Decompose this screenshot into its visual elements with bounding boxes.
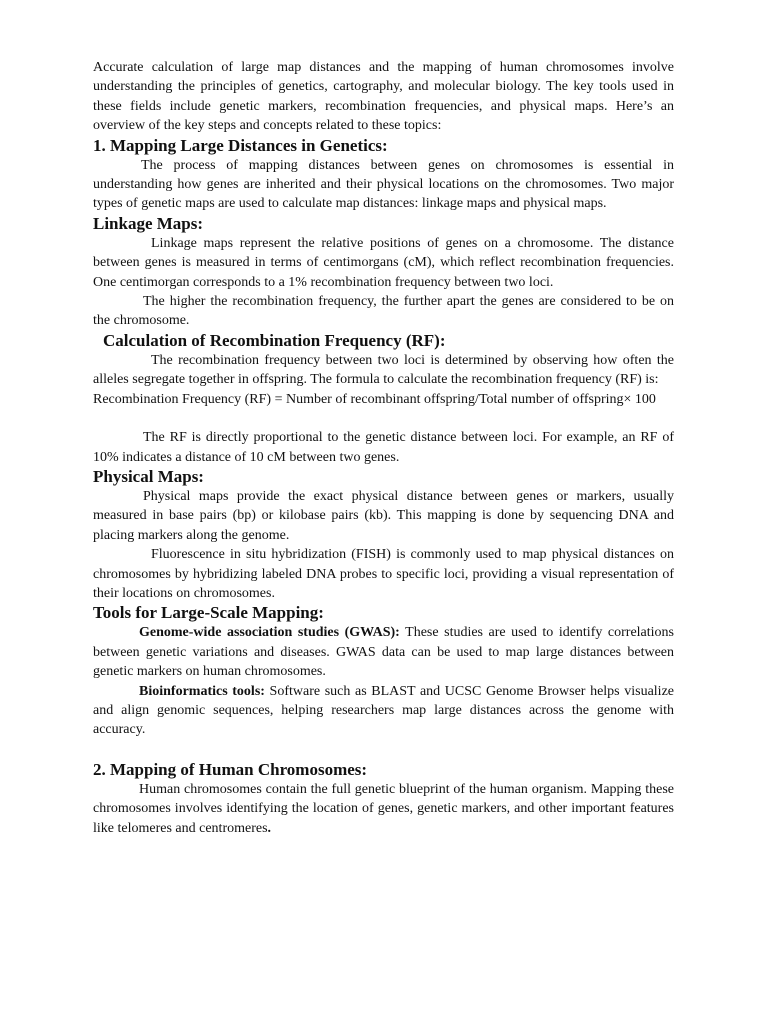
- linkage-maps-paragraph-2: The higher the recombination frequency, the further apart the genes are considered to be on the chromosome.: [93, 294, 674, 329]
- section-2-paragraph: [93, 780, 674, 838]
- tools-heading: Tools for Large-Scale Mapping:: [93, 603, 324, 623]
- section-2-end-mark: .: [267, 820, 272, 836]
- physical-maps-paragraph-1: Physical maps provide the exact physical distance between genes or markers, usually measured in base pairs (bp) or kilobase pairs (kb). This mapping is done by sequencing DNA and placing markers along the genome.: [93, 488, 674, 543]
- linkage-maps-paragraph-1: Linkage maps represent the relative positions of genes on a chromosome. The distance between genes is measured in terms of centimorgans (cM), which reflect recombination frequencies. One centimorgan corresponds to a 1% recombination frequency between two loci.: [93, 235, 674, 290]
- intro-paragraph: Accurate calculation of large map distances and the mapping of human chromosomes involve understanding the principles of genetics, cartography, and molecular biology. The key tools used in these fields include genetic markers, recombination frequencies, and physical maps. Here’s an overview of the key steps and concepts related to these topics:: [93, 60, 674, 134]
- section-2-heading: 2. Mapping of Human Chromosomes:: [93, 759, 368, 779]
- bioinformatics-paragraph: [93, 682, 674, 740]
- rf-formula: Recombination Frequency (RF) = Number of recombinant offspring/Total number of offspring× 100: [93, 391, 656, 407]
- bioinformatics-label: Bioinformatics tools:: [139, 683, 265, 699]
- physical-maps-heading: Physical Maps:: [93, 466, 204, 486]
- gwas-text: These studies are used to identify correlations between genetic variations and diseases. GWAS data can be used to map large distances between genetic markers on human chromosomes.: [93, 625, 674, 680]
- gwas-label: Genome-wide association studies (GWAS):: [139, 625, 400, 641]
- document-page: [93, 58, 674, 838]
- section-1-heading: 1. Mapping Large Distances in Genetics:: [93, 135, 388, 155]
- gwas-paragraph: [93, 623, 674, 681]
- section-2-text: Human chromosomes contain the full genetic blueprint of the human organism. Mapping these chromosomes involves identifying the location of genes, genetic markers, and other important features like telomeres and centromeres: [93, 781, 674, 836]
- rf-calculation-heading: Calculation of Recombination Frequency (RF):: [103, 330, 446, 350]
- linkage-maps-heading: Linkage Maps:: [93, 213, 204, 233]
- rf-paragraph-1: The recombination frequency between two loci is determined by observing how often the alleles segregate together in offspring. The formula to calculate the recombination frequency (RF) is:: [93, 352, 674, 388]
- physical-maps-paragraph-2: Fluorescence in situ hybridization (FISH) is commonly used to map physical distances on chromosomes by hybridizing labeled DNA probes to specific loci, providing a visual representation of their locations on chromosomes.: [93, 547, 674, 601]
- blank-line: [93, 740, 674, 760]
- section-1-paragraph: The process of mapping distances between genes on chromosomes is essential in understanding how genes are inherited and their physical locations on the chromosomes. Two major types of genetic maps are used to calculate map distances: linkage maps and physical maps.: [93, 157, 674, 212]
- bioinformatics-text: Software such as BLAST and UCSC Genome Browser helps visualize and align genomic sequences, helping researchers map large distances across the genome with accuracy.: [93, 683, 674, 738]
- blank-line: [93, 409, 674, 428]
- rf-paragraph-2: The RF is directly proportional to the genetic distance between loci. For example, an RF of 10% indicates a distance of 10 cM between two genes.: [93, 430, 674, 465]
